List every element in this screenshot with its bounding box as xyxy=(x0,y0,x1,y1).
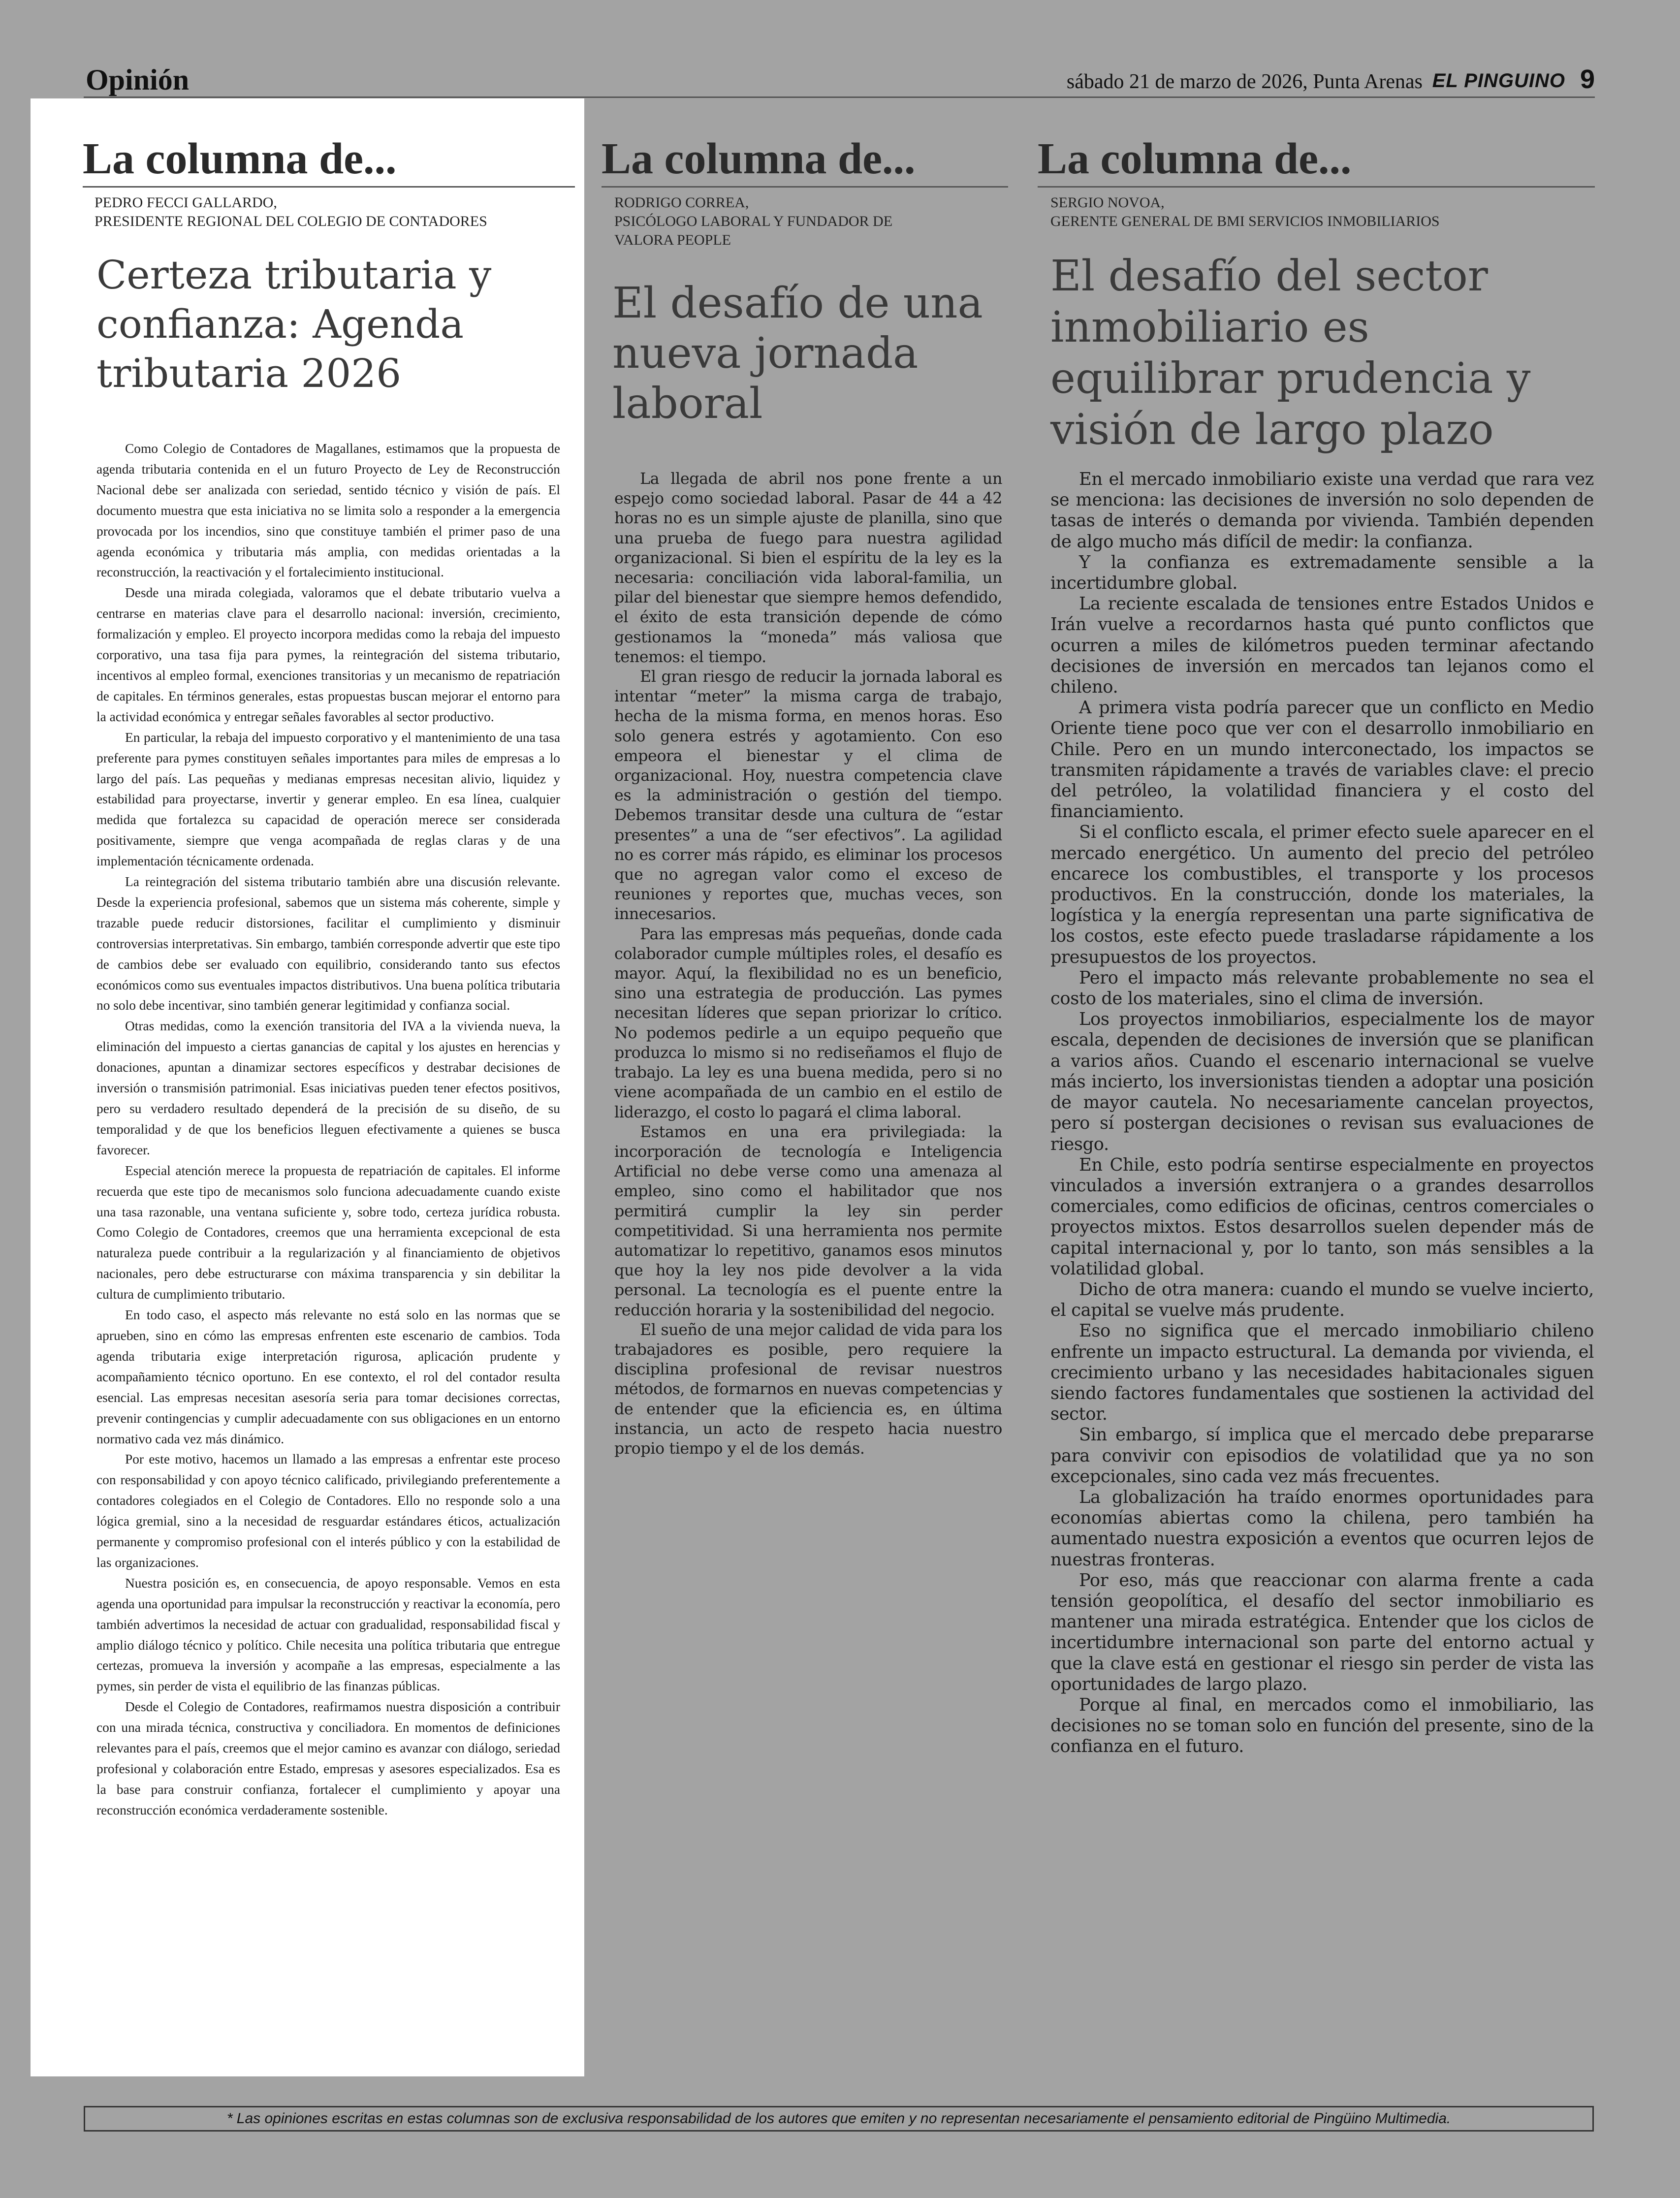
article-body xyxy=(1050,469,1594,1757)
paragraph: Por eso, más que reaccionar con alarma frente a cada tensión geopolítica, el desafío del sector inmobiliario es mantener una mirada estratégica. Entender que los ciclos de incertidumbre internacional son parte del entorno actual y que la clave está en gestionar el riesgo sin perder de vista las oportunidades de largo plazo. xyxy=(1050,1570,1594,1694)
paragraph: El sueño de una mejor calidad de vida para los trabajadores es posible, pero requiere la disciplina profesional de revisar nuestros métodos, de formarnos en nuevas competencias y de entender que la eficiencia es, en última instancia, un acto de respeto hacia nuestro propio tiempo y el de los demás. xyxy=(614,1320,1002,1458)
page-header xyxy=(84,63,1595,98)
paragraph: Para las empresas más pequeñas, donde cada colaborador cumple múltiples roles, el desafío es mayor. Aquí, la flexibilidad no es un beneficio, sino una estrategia de producción. Las pymes necesitan líderes que sepan priorizar lo crítico. No podemos pedirle a un equipo pequeño que produzca lo mismo si no rediseñamos el flujo de trabajo. La ley es una buena medida, pero si no viene acompañada de un cambio en el estilo de liderazgo, el costo lo pagará el clima laboral. xyxy=(614,924,1002,1121)
dateline-text: sábado 21 de marzo de 2026, Punta Arenas xyxy=(1066,70,1423,93)
paragraph: En todo caso, el aspecto más relevante no está solo en las normas que se aprueben, sino en cómo las empresas enfrenten este escenario de cambios. Toda agenda tributaria exige interpretación rigurosa, aplicación prudente y acompañamiento técnico oportuno. En ese contexto, el rol del contador resulta esencial. Las empresas necesitan asesoría seria para tomar decisiones correctas, prevenir contingencias y cumplir adecuadamente con sus obligaciones en un entorno normativo cada vez más dinámico. xyxy=(96,1307,560,1446)
author-name: RODRIGO CORREA, xyxy=(614,194,749,211)
paragraph: Sin embargo, sí implica que el mercado debe prepararse para convivir con episodios de volatilidad que ya no son excepcionales, sino cada vez más frecuentes. xyxy=(1050,1425,1594,1487)
paragraph: Los proyectos inmobiliarios, especialmente los de mayor escala, dependen de decisiones de inversión que se planifican a varios años. Cuando el escenario internacional se vuelve más incierto, los inversionistas tienden a adoptar una posición de mayor cautela. No necesariamente cancelan proyectos, pero sí postergan decisiones o revisan sus evaluaciones de riesgo. xyxy=(1050,1009,1594,1154)
article-headline: El desafío de una nueva jornada laboral xyxy=(612,279,983,428)
paragraph: Desde una mirada colegiada, valoramos que el debate tributario vuelva a centrarse en materias clave para el desarrollo nacional: inversión, crecimiento, formalización y empleo. El proyecto incorpora medidas como la rebaja del impuesto corporativo, una tasa fija para pymes, la reintegración del sistema tributario, incentivos al empleo formal, exenciones transitorias y un mecanismo de repatriación de capitales. En términos generales, estas propuestas buscan mejorar el entorno para la actividad económica y entregar señales favorables al sector productivo. xyxy=(96,585,560,724)
article-body xyxy=(614,469,1002,1459)
author-byline xyxy=(614,193,1008,250)
section-name: Opinión xyxy=(86,64,190,96)
column-3 xyxy=(1038,98,1595,1757)
author-byline xyxy=(95,193,584,231)
author-name: SERGIO NOVOA, xyxy=(1050,194,1165,211)
paragraph: Otras medidas, como la exención transitoria del IVA a la vivienda nueva, la eliminación del impuesto a ciertas ganancias de capital y los ajustes en herencias y donaciones, apuntan a dinamizar sectores específicos y destrabar decisiones de inversión o transmisión patrimonial. Esas iniciativas pueden tener efectos positivos, pero su verdadero resultado dependerá de la precisión de su diseño, de su temporalidad y de que los beneficios lleguen efectivamente a quienes se busca favorecer. xyxy=(96,1019,560,1157)
paragraph: Eso no significa que el mercado inmobiliario chileno enfrente un impacto estructural. La demanda por vivienda, el crecimiento urbano y las necesidades habitacionales siguen siendo factores fundamentales que sostienen la actividad del sector. xyxy=(1050,1321,1594,1425)
column-2 xyxy=(602,98,1008,1459)
article-body xyxy=(96,439,560,1821)
page-number: 9 xyxy=(1580,64,1595,94)
author-title: PRESIDENTE REGIONAL DEL COLEGIO DE CONTADORES xyxy=(95,213,487,229)
newspaper-brand: EL PINGUINO xyxy=(1432,70,1565,92)
paragraph: En Chile, esto podría sentirse especialmente en proyectos vinculados a inversión extranjera o a grandes desarrollos comerciales, como edificios de oficinas, centros comerciales o proyectos mixtos. Estos desarrollos suelen depender más de capital internacional y, por lo tanto, son más sensibles a la volatilidad global. xyxy=(1050,1154,1594,1279)
author-title: GERENTE GENERAL DE BMI SERVICIOS INMOBILIARIOS xyxy=(1050,213,1440,229)
paragraph: En el mercado inmobiliario existe una verdad que rara vez se menciona: las decisiones de inversión no solo dependen de tasas de interés o demanda por vivienda. También dependen de algo mucho más difícil de medir: la confianza. xyxy=(1050,469,1594,552)
column-kicker: La columna de... xyxy=(83,137,575,188)
author-name: PEDRO FECCI GALLARDO, xyxy=(95,194,277,211)
paragraph: Especial atención merece la propuesta de repatriación de capitales. El informe recuerda que este tipo de mecanismos solo funciona adecuadamente cuando existe una tasa razonable, una ventana suficiente y, sobre todo, certeza jurídica robusta. Como Colegio de Contadores, creemos que una herramienta excepcional de esta naturaleza puede contribuir a la regularización y al financiamiento de objetivos nacionales, pero debe estructurarse con máxima transparencia y sin debilitar la cultura de cumplimiento tributario. xyxy=(96,1163,560,1302)
paragraph: La llegada de abril nos pone frente a un espejo como sociedad laboral. Pasar de 44 a 42 horas no es un simple ajuste de planilla, sino que una prueba de fuego para nuestra agilidad organizacional. Si bien el espíritu de la ley es la necesaria: conciliación vida laboral-familia, un pilar del bienestar que siempre hemos defendido, el éxito de esta transición depende de cómo gestionamos la “moneda” más valiosa que tenemos: el tiempo. xyxy=(614,470,1002,666)
author-title-cont: VALORA PEOPLE xyxy=(614,232,731,248)
author-byline xyxy=(1050,193,1595,231)
article-headline: El desafío del sector inmobiliario es equilibrar prudencia y visión de largo plazo xyxy=(1050,252,1531,454)
column-kicker: La columna de... xyxy=(602,137,1008,188)
column-1 xyxy=(31,98,584,2076)
paragraph: La reintegración del sistema tributario también abre una discusión relevante. Desde la experiencia profesional, sabemos que un sistema más coherente, simple y trazable puede reducir distorsiones, facilitar el cumplimiento y disminuir controversias interpretativas. Sin embargo, también corresponde advertir que este tipo de cambios debe ser evaluado con equilibrio, considerando tanto sus efectos económicos como sus eventuales impactos distributivos. Una buena política tributaria no solo debe incentivar, sino también generar legitimidad y confianza social. xyxy=(96,874,560,1013)
paragraph: Desde el Colegio de Contadores, reafirmamos nuestra disposición a contribuir con una mirada técnica, constructiva y conciliadora. En momentos de definiciones relevantes para el país, creemos que el mejor camino es avanzar con diálogo, seriedad profesional y colaboración entre Estado, empresas y asesores especializados. Esa es la base para construir confianza, fortalecer el cumplimiento y apoyar una reconstrucción económica verdaderamente sostenible. xyxy=(96,1699,560,1817)
paragraph: Si el conflicto escala, el primer efecto suele aparecer en el mercado energético. Un aumento del precio del petróleo encarece los combustibles, el transporte y los procesos productivos. En la construcción, donde los materiales, la logística y la energía representan una parte significativa de los costos, este efecto puede trasladarse rápidamente a los presupuestos de los proyectos. xyxy=(1050,822,1594,967)
paragraph: La globalización ha traído enormes oportunidades para economías abiertas como la chilena, pero también ha aumentado nuestra exposición a eventos que ocurren lejos de nuestras fronteras. xyxy=(1050,1487,1594,1570)
paragraph: Pero el impacto más relevante probablemente no sea el costo de los materiales, sino el clima de inversión. xyxy=(1050,967,1594,1009)
paragraph: Dicho de otra manera: cuando el mundo se vuelve incierto, el capital se vuelve más prudente. xyxy=(1050,1279,1594,1321)
paragraph: El gran riesgo de reducir la jornada laboral es intentar “meter” la misma carga de trabajo, hecha de la misma forma, en menos horas. Eso solo genera estrés y agotamiento. Con eso empeora el bienestar y el clima de organizacional. Hoy, nuestra competencia clave es la administración o gestión del tiempo. Debemos transitar desde una cultura de “estar presentes” a una de “ser efectivos”. La agilidad no es correr más rápido, es eliminar los procesos que no agregan valor como el exceso de reuniones y reportes que, muchas veces, son innecesarios. xyxy=(614,668,1002,924)
paragraph: La reciente escalada de tensiones entre Estados Unidos e Irán vuelve a recordarnos hasta qué punto conflictos que ocurren a miles de kilómetros pueden terminar afectando decisiones de inversión en mercados tan lejanos como el chileno. xyxy=(1050,594,1594,698)
footer-disclaimer: * Las opiniones escritas en estas columnas son de exclusiva responsabilidad de los autores que emiten y no representan necesariamente el pensamiento editorial de Pingüino Multimedia. xyxy=(84,2106,1594,2132)
column-kicker: La columna de... xyxy=(1038,137,1595,188)
paragraph: Nuestra posición es, en consecuencia, de apoyo responsable. Vemos en esta agenda una oportunidad para impulsar la reconstrucción y reactivar la economía, pero también advertimos la necesidad de actuar con gradualidad, responsabilidad fiscal y amplio diálogo técnico y político. Chile necesita una política tributaria que entregue certezas, promueva la inversión y acompañe a las empresas, especialmente a las pymes, sin perder de vista el equilibrio de las finanzas públicas. xyxy=(96,1575,560,1694)
article-headline: Certeza tributaria y confianza: Agenda tributaria 2026 xyxy=(96,252,492,396)
paragraph: Porque al final, en mercados como el inmobiliario, las decisiones no se toman solo en función del presente, sino de la confianza en el futuro. xyxy=(1050,1694,1594,1757)
paragraph: Estamos en una era privilegiada: la incorporación de tecnología e Inteligencia Artificial no debe verse como una amenaza al empleo, sino como el habilitador que nos permitirá cumplir la ley sin perder competitividad. Si una herramienta nos permite automatizar lo repetitivo, ganamos esos minutos que hoy la ley nos pide devolver a la vida personal. La tecnología es el puente entre la reducción horaria y la sostenibilidad del negocio. xyxy=(614,1122,1002,1319)
author-title: PSICÓLOGO LABORAL Y FUNDADOR DE xyxy=(614,213,893,229)
paragraph: Como Colegio de Contadores de Magallanes, estimamos que la propuesta de agenda tributaria contenida en el un futuro Proyecto de Ley de Reconstrucción Nacional debe ser analizada con seriedad, sentido técnico y visión de país. El documento muestra que esta iniciativa no se limita solo a responder a la emergencia provocada por los incendios, sino que constituye también el primer paso de una agenda económica y tributaria más amplia, con medidas orientadas a la reconstrucción, la reactivación y el fortalecimiento institucional. xyxy=(96,441,560,580)
paragraph: En particular, la rebaja del impuesto corporativo y el mantenimiento de una tasa preferente para pymes constituyen señales importantes para miles de empresas a lo largo del país. Las pequeñas y medianas empresas necesitan alivio, liquidez y estabilidad para proyectarse, invertir y generar empleo. En esa línea, cualquier medida que fortalezca su capacidad de operación merece ser considerada positivamente, siempre que venga acompañada de reglas claras y de una implementación técnicamente ordenada. xyxy=(96,730,560,869)
paragraph: A primera vista podría parecer que un conflicto en Medio Oriente tiene poco que ver con el desarrollo inmobiliario en Chile. Pero en un mundo interconectado, los impactos se transmiten rápidamente a través de variables clave: el precio del petróleo, la volatilidad financiera y el costo del financiamiento. xyxy=(1050,698,1594,822)
paragraph: Y la confianza es extremadamente sensible a la incertidumbre global. xyxy=(1050,552,1594,594)
paragraph: Por este motivo, hacemos un llamado a las empresas a enfrentar este proceso con responsabilidad y con apoyo técnico calificado, privilegiando preferentemente a contadores colegiados en el Colegio de Contadores. Ello no responde solo a una lógica gremial, sino a la necesidad de resguardar estándares éticos, actualización permanente y compromiso profesional con el interés público y con la estabilidad de las organizaciones. xyxy=(96,1452,560,1570)
dateline xyxy=(1067,70,1423,94)
